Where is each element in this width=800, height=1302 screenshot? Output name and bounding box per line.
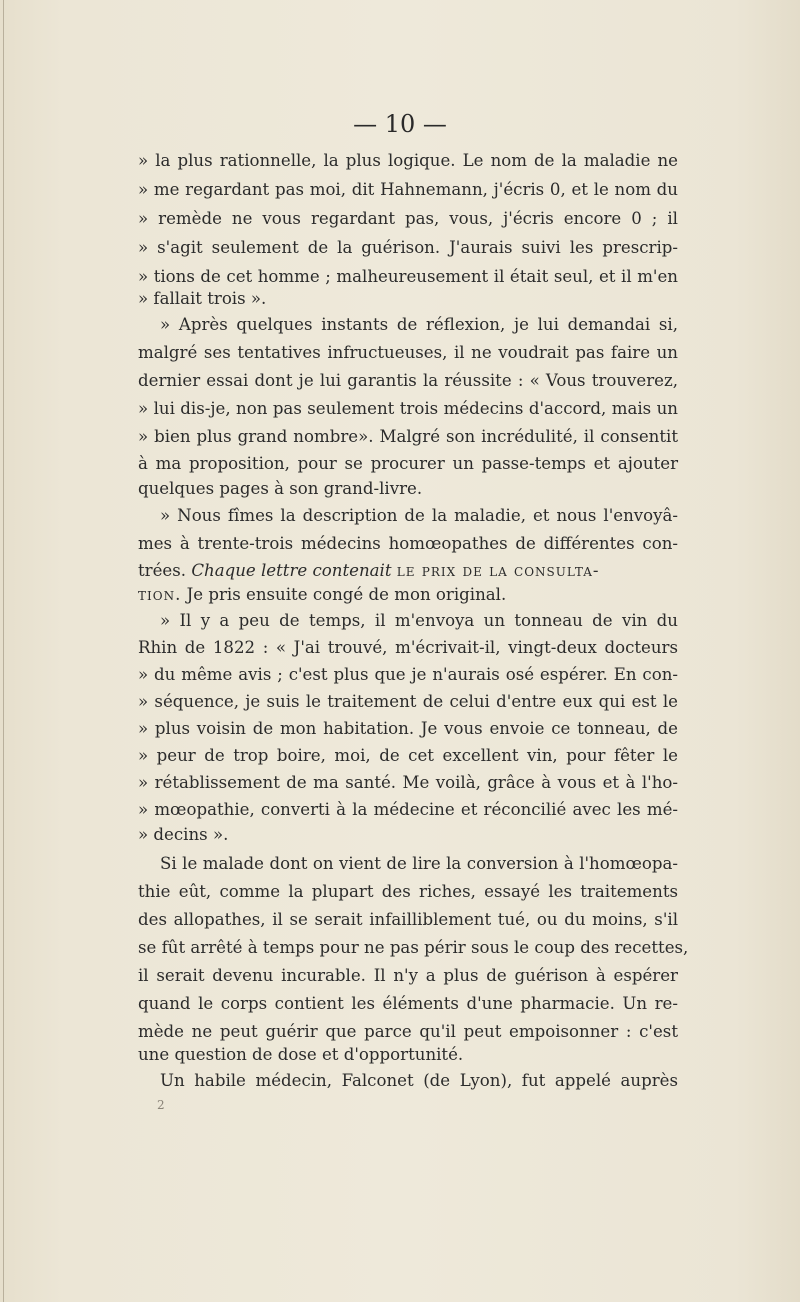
text-line: quelques pages à son grand-livre.	[138, 479, 423, 498]
text-line: » bien plus grand nombre». Malgré son incrédulité, il consentit	[138, 427, 678, 446]
text-line-mixed	[138, 560, 678, 582]
text-fragment: Je pris ensuite congé de mon original.	[181, 585, 507, 604]
page-number: — 10 —	[353, 110, 447, 138]
text-line: » Après quelques instants de réflexion, je lui demandai si,	[160, 315, 678, 334]
text-line: Si le malade dont on vient de lire la conversion à l'homœopa-	[160, 854, 678, 873]
text-line: » me regardant pas moi, dit Hahnemann, j'écris 0, et le nom du	[138, 180, 678, 199]
text-line: » tions de cet homme ; malheureusement il était seul, et il m'en	[138, 267, 678, 286]
text-line: » séquence, je suis le traitement de celui d'entre eux qui est le	[138, 692, 678, 711]
text-line: » Il y a peu de temps, il m'envoya un tonneau de vin du	[160, 611, 678, 630]
text-line: » plus voisin de mon habitation. Je vous envoie ce tonneau, de	[138, 719, 678, 738]
text-line: dernier essai dont je lui garantis la réussite : « Vous trouverez,	[138, 371, 678, 390]
text-line: il serait devenu incurable. Il n'y a plus de guérison à espérer	[138, 966, 678, 985]
text-line: » decins ».	[138, 825, 229, 844]
text-line: Rhin de 1822 : « J'ai trouvé, m'écrivait-il, vingt-deux docteurs	[138, 638, 678, 657]
text-line-mixed	[138, 584, 678, 606]
text-line: » du même avis ; c'est plus que je n'aurais osé espérer. En con-	[138, 665, 678, 684]
text-line: » remède ne vous regardant pas, vous, j'écris encore 0 ; il	[138, 209, 678, 228]
text-line: » fallait trois ».	[138, 289, 267, 308]
text-line: » mœopathie, converti à la médecine et réconcilié avec les mé-	[138, 800, 678, 819]
text-line: » s'agit seulement de la guérison. J'aurais suivi les prescrip-	[138, 238, 678, 257]
text-fragment: trées.	[138, 561, 187, 580]
text-line: » la plus rationnelle, la plus logique. Le nom de la maladie ne	[138, 151, 678, 170]
text-line: se fût arrêté à temps pour ne pas périr sous le coup des recettes,	[138, 938, 689, 957]
text-line: mes à trente-trois médecins homœopathes de différentes con-	[138, 534, 678, 553]
smallcaps-fragment: le prix de la consulta-	[396, 561, 600, 580]
text-line: » peur de trop boire, moi, de cet excellent vin, pour fêter le	[138, 746, 678, 765]
text-line: » rétablissement de ma santé. Me voilà, grâce à vous et à l'ho-	[138, 773, 678, 792]
text-line: des allopathes, il se serait infailliblement tué, ou du moins, s'il	[138, 910, 678, 929]
page-edge	[3, 0, 4, 1302]
text-line: quand le corps contient les éléments d'une pharmacie. Un re-	[138, 994, 678, 1013]
text-line: » lui dis-je, non pas seulement trois médecins d'accord, mais un	[138, 399, 678, 418]
italic-fragment: Chaque lettre contenait	[191, 561, 392, 580]
text-line: thie eût, comme la plupart des riches, essayé les traitements	[138, 882, 678, 901]
text-line: malgré ses tentatives infructueuses, il ne voudrait pas faire un	[138, 343, 678, 362]
smallcaps-fragment: tion.	[138, 585, 182, 604]
text-line: mède ne peut guérir que parce qu'il peut empoisonner : c'est	[138, 1022, 678, 1041]
text-line: » Nous fîmes la description de la maladie, et nous l'envoyâ-	[160, 506, 678, 525]
text-line: à ma proposition, pour se procurer un passe-temps et ajouter	[138, 454, 678, 473]
text-line: une question de dose et d'opportunité.	[138, 1045, 464, 1064]
footer-mark: 2	[157, 1098, 165, 1112]
text-line: Un habile médecin, Falconet (de Lyon), fut appelé auprès	[160, 1071, 678, 1090]
